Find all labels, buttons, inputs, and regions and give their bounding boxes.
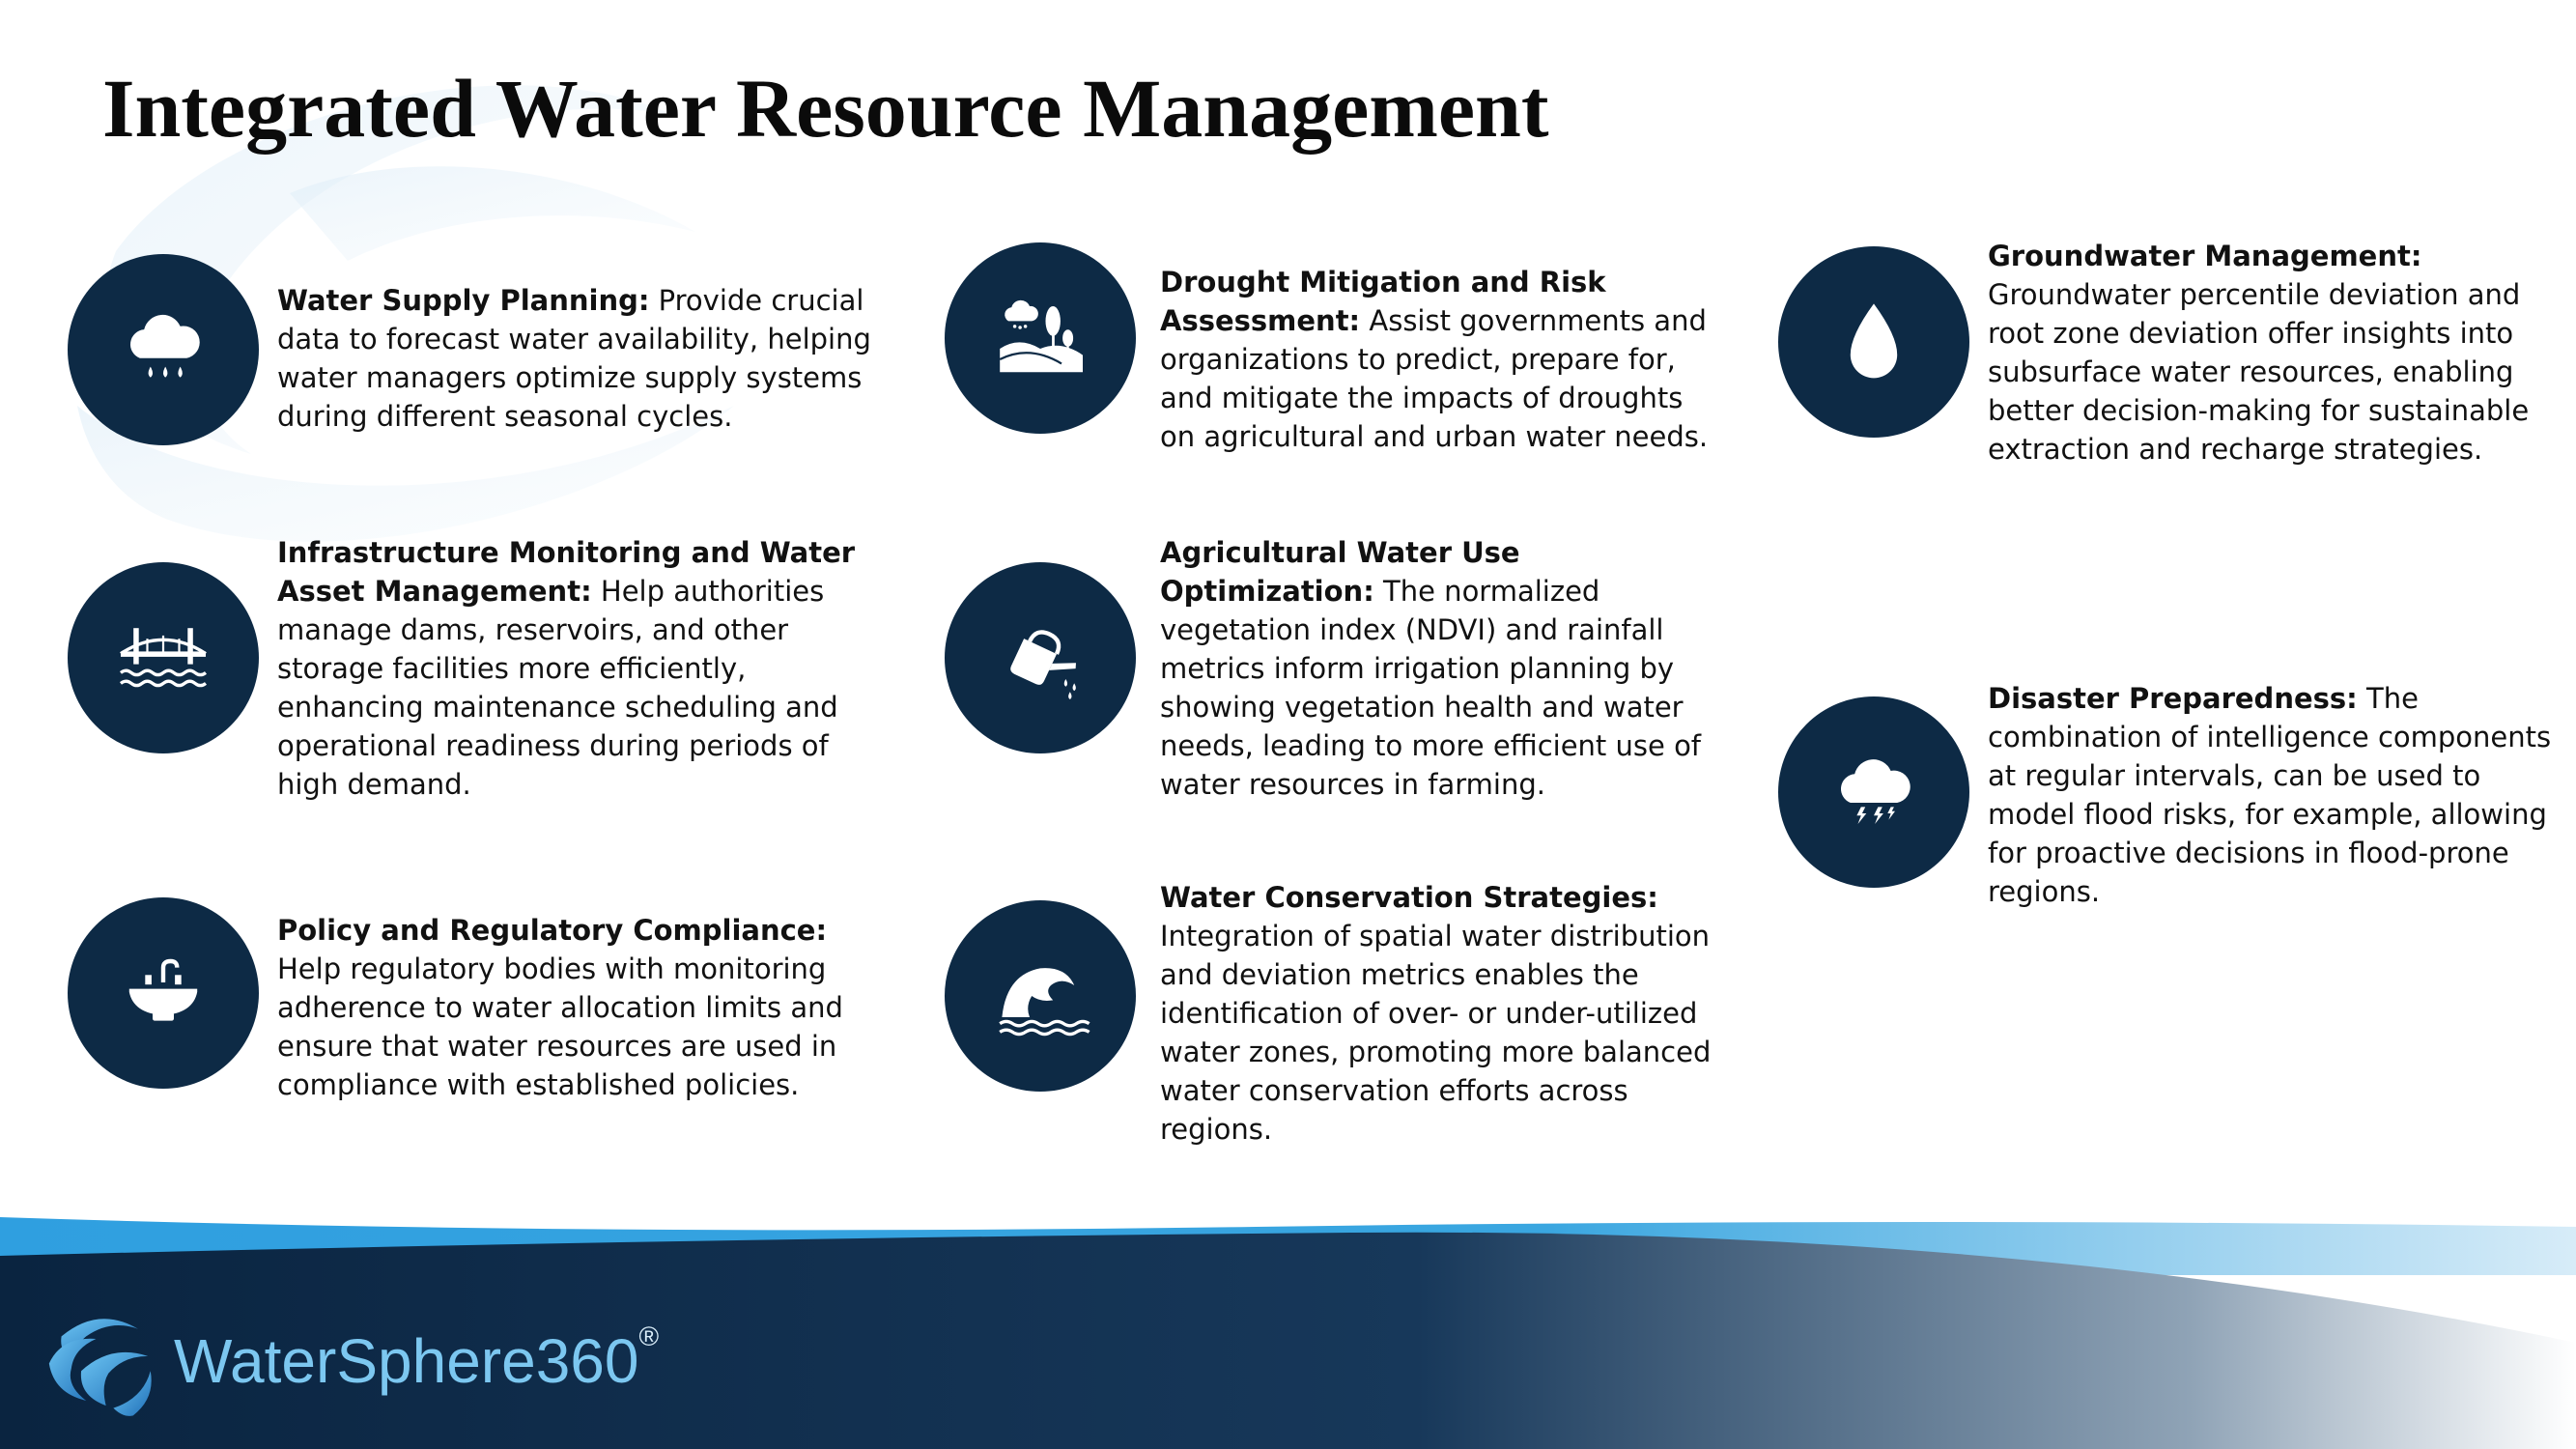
brand-name: WaterSphere360® [174,1321,660,1396]
item-infrastructure-monitoring: Infrastructure Monitoring and Water Asset Management: Help authorities manage dams, reservoirs, and other storage facilities more efficiently, enhancing maintenance scheduling and operational readiness during periods of high demand. [277,536,856,801]
brand-logo [37,1299,659,1423]
storm-cloud-icon [1778,696,1969,888]
water-drop-icon [1778,246,1969,438]
watering-can-icon [945,562,1136,753]
item-water-conservation: Water Conservation Strategies: Integration of spatial water distribution and deviation metrics enables the identification of over- or under-utilized water zones, promoting more balanced water conservation efforts across regions. [1160,881,1712,1146]
item-policy-compliance: Policy and Regulatory Compliance: Help regulatory bodies with monitoring adherence to water allocation limits and ensure that water resources are used in compliance with established policies. [277,914,843,1101]
sink-faucet-icon [68,897,259,1089]
page-title: Integrated Water Resource Management [102,62,1549,155]
item-water-supply-planning: Water Supply Planning: Provide crucial data to forecast water availability, helping water managers optimize supply systems during different seasonal cycles. [277,284,871,433]
wave-icon [945,900,1136,1092]
rain-cloud-icon [68,254,259,445]
globe-icon [37,1299,160,1423]
item-groundwater-management: Groundwater Management: Groundwater percentile deviation and root zone deviation offer insights into subsurface water resources, enabling better decision-making for sustainable extraction and recharge strategies. [1988,240,2530,466]
bridge-water-icon [68,562,259,753]
registered-mark: ® [638,1321,660,1351]
item-drought-mitigation: Drought Mitigation and Risk Assessment: Assist governments and organizations to predict, prepare for, and mitigate the impacts of droughts on agricultural and urban water needs. [1160,266,1709,453]
item-disaster-preparedness: Disaster Preparedness: The combination of intelligence components at regular intervals, can be used to model flood risks, for example, allowing for proactive decisions in flood-prone regions. [1988,682,2552,908]
item-agricultural-optimization: Agricultural Water Use Optimization: The normalized vegetation index (NDVI) and rainfall metrics inform irrigation planning by showing vegetation health and water needs, leading to more efficient use of water resources in farming. [1160,536,1702,801]
landscape-trees-icon [945,242,1136,434]
